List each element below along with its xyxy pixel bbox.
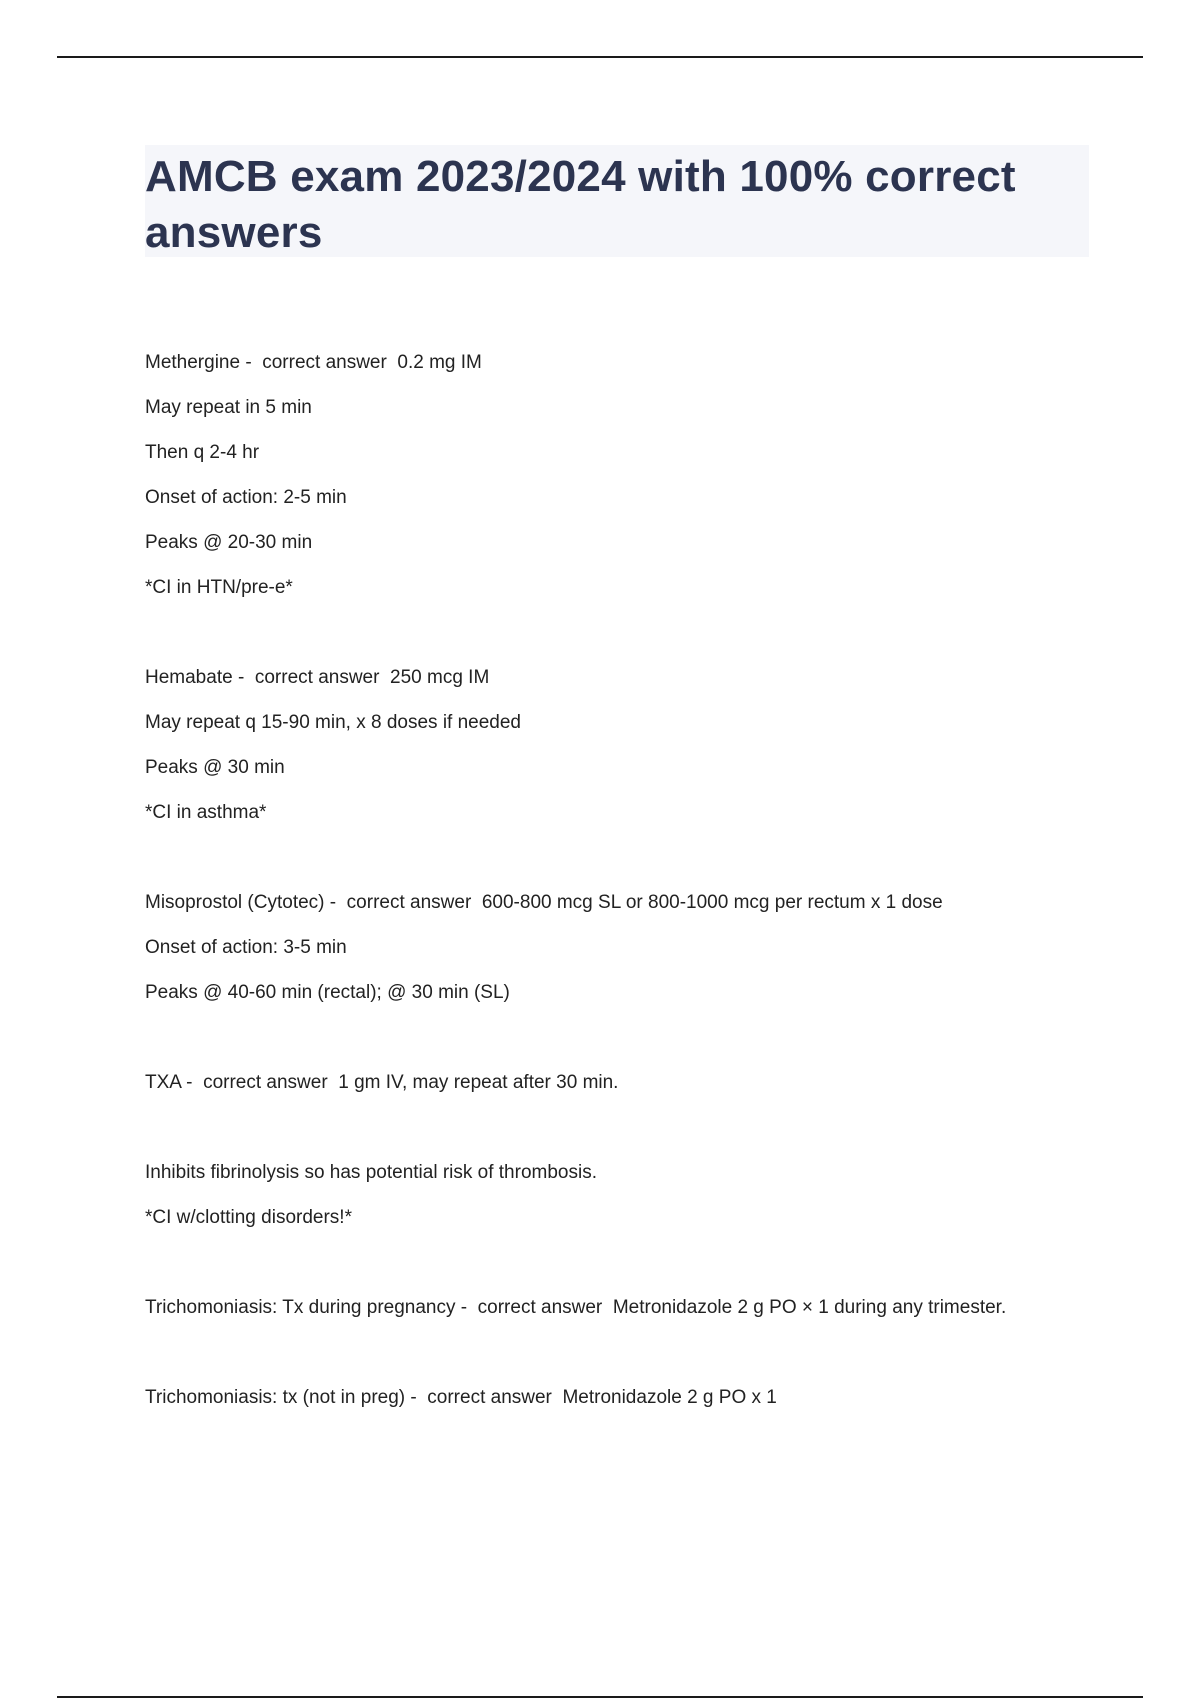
qa-continuation xyxy=(145,1150,1145,1240)
answer-detail-line: *CI in asthma* xyxy=(145,802,267,823)
answer-detail-line: Onset of action: 3-5 min xyxy=(145,937,347,958)
title-banner xyxy=(145,145,1089,257)
answer-detail-line: *CI w/clotting disorders!* xyxy=(145,1207,352,1228)
qa-entry xyxy=(145,1375,1145,1420)
qa-header-line: Trichomoniasis: tx (not in preg) - correct answer Metronidazole 2 g PO x 1 xyxy=(145,1387,777,1408)
answer-label: correct answer xyxy=(262,352,387,373)
question-text: Hemabate xyxy=(145,667,233,688)
question-text: Misoprostol (Cytotec) xyxy=(145,892,325,913)
qa-entry xyxy=(145,1060,1145,1105)
qa-entry xyxy=(145,1285,1145,1330)
document-title: AMCB exam 2023/2024 with 100% correct answers xyxy=(145,152,1016,257)
top-rule xyxy=(57,56,1143,58)
qa-header-line: Trichomoniasis: Tx during pregnancy - correct answer Metronidazole 2 g PO × 1 during any trimester. xyxy=(145,1297,1007,1318)
answer-text: 1 gm IV, may repeat after 30 min. xyxy=(338,1072,619,1093)
answer-text: 250 mcg IM xyxy=(390,667,490,688)
answer-detail-line: May repeat q 15-90 min, x 8 doses if needed xyxy=(145,712,522,733)
answer-label: correct answer xyxy=(477,1297,603,1318)
qa-header-line: Methergine - correct answer 0.2 mg IM xyxy=(145,352,482,373)
qa-header-line: Hemabate - correct answer 250 mcg IM xyxy=(145,667,490,688)
answer-label: correct answer xyxy=(427,1387,552,1408)
qa-header-line: Misoprostol (Cytotec) - correct answer 600-800 mcg SL or 800-1000 mcg per rectum x 1 dose xyxy=(145,892,943,913)
answer-detail-line: Onset of action: 2-5 min xyxy=(145,487,347,508)
answer-detail-line: Peaks @ 30 min xyxy=(145,757,285,778)
answer-detail-line: Peaks @ 20-30 min xyxy=(145,532,313,553)
question-text: Trichomoniasis: tx (not in preg) xyxy=(145,1387,406,1408)
qa-content xyxy=(145,340,1145,1465)
qa-entry xyxy=(145,880,1145,1015)
answer-label: correct answer xyxy=(346,892,472,913)
question-text: TXA xyxy=(145,1072,181,1093)
answer-detail-line: Then q 2-4 hr xyxy=(145,442,260,463)
answer-detail-line: May repeat in 5 min xyxy=(145,397,312,418)
question-text: Trichomoniasis: Tx during pregnancy xyxy=(145,1297,456,1318)
answer-detail-line: *CI in HTN/pre-e* xyxy=(145,577,293,598)
qa-header-line: TXA - correct answer 1 gm IV, may repeat after 30 min. xyxy=(145,1072,619,1093)
answer-detail-line: Inhibits fibrinolysis so has potential risk of thrombosis. xyxy=(145,1162,597,1183)
answer-detail-line: Peaks @ 40-60 min (rectal); @ 30 min (SL) xyxy=(145,982,510,1003)
qa-entry xyxy=(145,655,1145,835)
answer-label: correct answer xyxy=(254,667,380,688)
answer-text: 600-800 mcg SL or 800-1000 mcg per rectum x 1 dose xyxy=(481,892,943,913)
answer-text: Metronidazole 2 g PO x 1 xyxy=(562,1387,777,1408)
bottom-rule xyxy=(57,1696,1143,1698)
answer-label: correct answer xyxy=(203,1072,328,1093)
question-text: Methergine xyxy=(145,352,241,373)
answer-text: Metronidazole 2 g PO × 1 during any trimester. xyxy=(612,1297,1007,1318)
answer-text: 0.2 mg IM xyxy=(397,352,482,373)
qa-entry xyxy=(145,340,1145,610)
